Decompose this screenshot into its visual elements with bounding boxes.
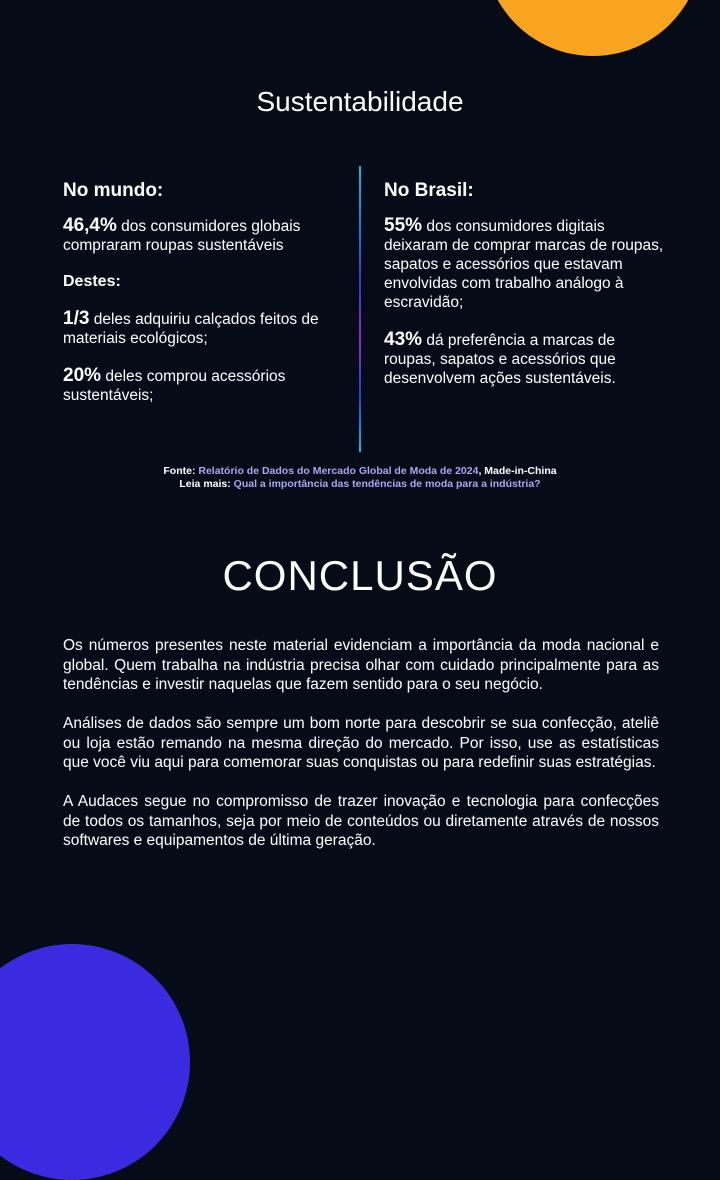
source-link[interactable]: Relatório de Dados do Mercado Global de Moda de 2024 [198,465,479,477]
world-heading: No mundo: [63,180,164,201]
world-column [63,180,345,423]
world-stat-2-text: deles adquiriu calçados feitos de materiais ecológicos; [63,311,319,347]
conclusion-paragraph-3: A Audaces segue no compromisso de trazer inovação e tecnologia para confecções de todos os tamanhos, seja por meio de conteúdos ou diretamente através de nossos softwares e equipamentos de última geração. [63,793,659,849]
brazil-heading: No Brasil: [384,180,474,201]
source-line [0,465,720,478]
brazil-stat-1-value: 55% [384,215,423,236]
brazil-column [384,180,666,406]
source-label: Fonte: [163,465,199,477]
world-stat-3 [63,366,345,405]
conclusion-paragraph-2: Análises de dados são sempre um bom norte para descobrir se sua confecção, ateliê ou loja estão remando na mesma direção do mercado. Por isso, use as estatísticas que você viu aqui para comemorar suas conquistas ou para redefinir suas estratégias. [63,715,659,771]
read-more-link[interactable]: Qual a importância das tendências de moda para a indústria? [233,478,541,490]
world-stat-3-text: deles comprou acessórios sustentáveis; [63,368,286,404]
source-suffix: , Made-in-China [478,465,557,477]
world-stat-1-value: 46,4% [63,215,117,236]
read-more-label: Leia mais: [179,478,234,490]
brazil-stat-2-text: dá preferência a marcas de roupas, sapatos e acessórios que desenvolvem ações sustentáveis. [384,332,616,387]
conclusion-paragraph-1: Os números presentes neste material evidenciam a importância da moda nacional e global. Quem trabalha na indústria precisa olhar com cuidado principalmente para as tendências e investir naquelas que fazem sentido para o seu negócio. [63,637,659,693]
conclusion-body [63,636,659,870]
source-note [0,465,720,491]
world-stat-2 [63,309,345,348]
brazil-stat-1 [384,216,666,312]
brazil-stat-2 [384,330,666,388]
orange-circle-decoration [484,0,702,56]
read-more-line [0,478,720,491]
section-title: Sustentabilidade [256,86,464,117]
conclusion-title: CONCLUSÃO [222,552,498,599]
column-divider [359,166,361,452]
blue-circle-decoration [0,944,190,1180]
world-stat-1 [63,216,345,255]
brazil-stat-1-text: dos consumidores digitais deixaram de comprar marcas de roupas, sapatos e acessórios que estavam envolvidas com trabalho análogo à escravidão; [384,218,664,311]
world-stat-2-value: 1/3 [63,308,90,329]
brazil-stat-2-value: 43% [384,329,423,350]
world-stat-1-text: dos consumidores globais compraram roupas sustentáveis [63,218,301,254]
world-subheading: Destes: [63,273,121,290]
world-stat-3-value: 20% [63,365,102,386]
